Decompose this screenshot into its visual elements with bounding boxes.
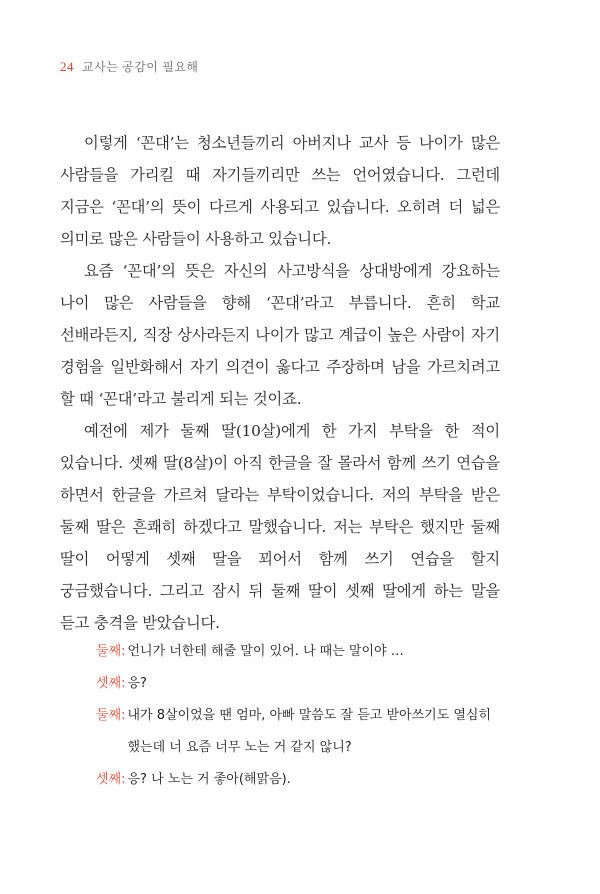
dialogue-line — [96, 636, 516, 668]
paragraph: 예전에 제가 둘째 딸(10살)에게 한 가지 부탁을 한 적이 있습니다. 셋째 딸(8살)이 아직 한글을 잘 몰라서 함께 쓰기 연습을 하면서 한글을 가르쳐 달라는 부탁이었습니다. 저의 부탁을 받은 둘째 딸은 흔쾌히 하겠다고 말했습니다. 저는 부탁은 했지만 둘째 딸이 어떻게 셋째 딸을 꾀어서 함께 쓰기 연습을 할지 궁금했습니다. 그리고 잠시 뒤 둘째 딸이 셋째 딸에게 하는 말을 듣고 충격을 받았습니다. — [60, 422, 500, 632]
running-header — [60, 58, 199, 75]
speaker-label: 셋째: — [96, 772, 126, 787]
speech-line: 내가 8살이었을 땐 엄마, 아빠 말씀도 잘 듣고 받아쓰기도 열심히 — [127, 708, 492, 723]
dialogue-line — [96, 764, 516, 796]
speaker-label: 둘째: — [96, 708, 126, 723]
book-title: 교사는 공감이 필요해 — [82, 60, 199, 74]
dialogue — [96, 636, 516, 796]
paragraph: 이렇게 ‘꼰대’는 청소년들끼리 아버지나 교사 등 나이가 많은 사람들을 가리킬 때 자기들끼리만 쓰는 언어였습니다. 그런데 지금은 ‘꼰대’의 뜻이 다르게 사용되고 있습니다. 오히려 더 넓은 의미로 많은 사람들이 사용하고 있습니다. — [60, 134, 500, 248]
speech-line: 응? 나 노는 거 좋아(해맑음). — [127, 772, 291, 787]
page-number: 24 — [60, 59, 74, 74]
speech-line: 했는데 너 요즘 너무 노는 거 같지 않니? — [127, 740, 352, 755]
speech-text — [126, 668, 517, 700]
dialogue-line — [96, 668, 516, 700]
speaker-label: 둘째: — [96, 644, 126, 659]
speech-text — [126, 636, 517, 668]
body-text — [60, 127, 500, 639]
speech-text — [126, 700, 517, 764]
speaker-label: 셋째: — [96, 676, 126, 691]
speech-line: 언니가 너한테 해줄 말이 있어. 나 때는 말이야 … — [127, 644, 404, 659]
paragraph: 요즘 ‘꼰대’의 뜻은 자신의 사고방식을 상대방에게 강요하는 나이 많은 사람들을 향해 ‘꼰대’라고 부릅니다. 흔히 학교 선배라든지, 직장 상사라든지 나이가 많고 계급이 높은 사람이 자기 경험을 일반화해서 자기 의견이 옳다고 주장하며 남을 가르치려고 할 때 ‘꼰대’라고 불리게 되는 것이죠. — [60, 262, 500, 408]
speech-text — [126, 764, 517, 796]
dialogue-line — [96, 700, 516, 764]
speech-line: 응? — [127, 676, 147, 691]
